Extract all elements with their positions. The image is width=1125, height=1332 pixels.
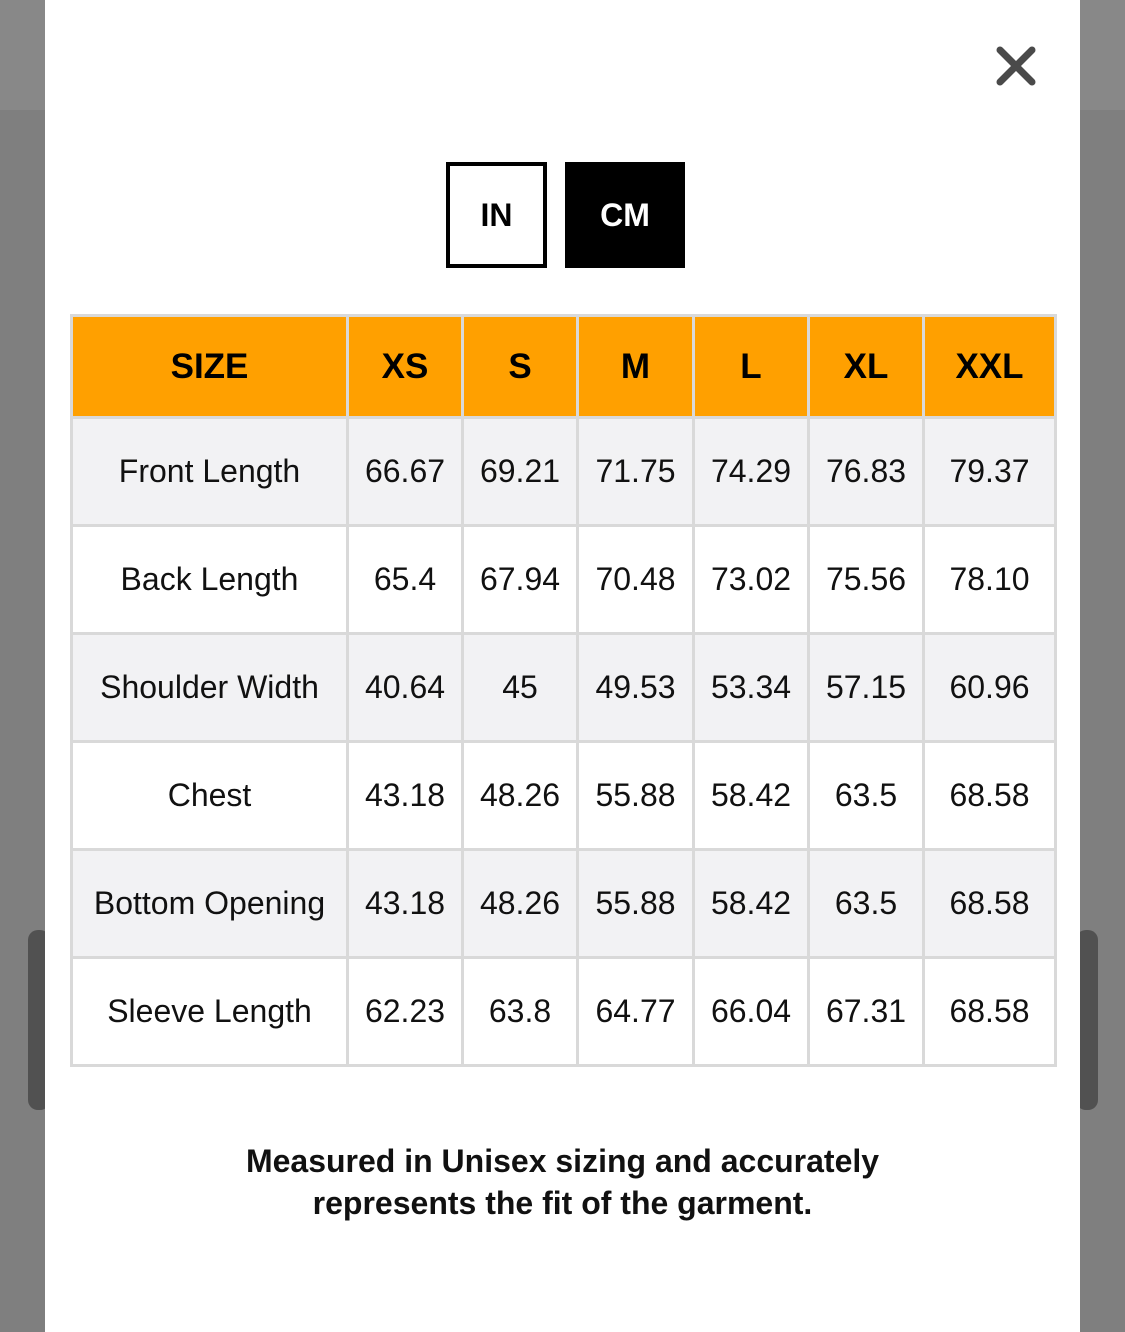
table-cell: 76.83 [809, 418, 924, 526]
row-label: Sleeve Length [72, 958, 348, 1066]
table-row [72, 850, 1056, 958]
table-cell: 73.02 [694, 526, 809, 634]
table-row [72, 526, 1056, 634]
table-cell: 75.56 [809, 526, 924, 634]
table-cell: 66.67 [348, 418, 463, 526]
table-cell: 68.58 [924, 742, 1056, 850]
table-cell: 65.4 [348, 526, 463, 634]
size-chart-table [70, 314, 1057, 1067]
header-cell-xl: XL [809, 316, 924, 418]
table-cell: 67.31 [809, 958, 924, 1066]
table-cell: 71.75 [578, 418, 694, 526]
table-cell: 55.88 [578, 742, 694, 850]
table-cell: 64.77 [578, 958, 694, 1066]
table-cell: 63.5 [809, 850, 924, 958]
size-chart-modal [45, 0, 1080, 1332]
footnote-line-1: Measured in Unisex sizing and accurately [245, 1143, 880, 1179]
unit-button-cm[interactable]: CM [565, 162, 685, 268]
close-icon [990, 40, 1042, 92]
table-cell: 55.88 [578, 850, 694, 958]
header-cell-m: M [578, 316, 694, 418]
header-cell-s: S [463, 316, 578, 418]
close-button[interactable] [990, 40, 1042, 92]
table-cell: 58.42 [694, 742, 809, 850]
header-cell-l: L [694, 316, 809, 418]
table-cell: 45 [463, 634, 578, 742]
row-label: Back Length [72, 526, 348, 634]
table-cell: 78.10 [924, 526, 1056, 634]
row-label: Chest [72, 742, 348, 850]
table-cell: 60.96 [924, 634, 1056, 742]
table-cell: 57.15 [809, 634, 924, 742]
row-label: Front Length [72, 418, 348, 526]
table-cell: 74.29 [694, 418, 809, 526]
table-cell: 63.5 [809, 742, 924, 850]
table-cell: 69.21 [463, 418, 578, 526]
table-cell: 40.64 [348, 634, 463, 742]
unit-button-in[interactable]: IN [446, 162, 547, 268]
table-header-row [72, 316, 1056, 418]
table-cell: 68.58 [924, 850, 1056, 958]
header-cell-size: SIZE [72, 316, 348, 418]
footnote-line-2: represents the fit of the garment. [312, 1185, 813, 1221]
table-cell: 67.94 [463, 526, 578, 634]
header-cell-xxl: XXL [924, 316, 1056, 418]
table-cell: 53.34 [694, 634, 809, 742]
table-row [72, 418, 1056, 526]
table-cell: 70.48 [578, 526, 694, 634]
table-cell: 48.26 [463, 742, 578, 850]
table-cell: 79.37 [924, 418, 1056, 526]
table-row [72, 634, 1056, 742]
table-row [72, 958, 1056, 1066]
table-cell: 62.23 [348, 958, 463, 1066]
table-cell: 63.8 [463, 958, 578, 1066]
row-label: Shoulder Width [72, 634, 348, 742]
table-row [72, 742, 1056, 850]
table-cell: 66.04 [694, 958, 809, 1066]
table-cell: 43.18 [348, 742, 463, 850]
row-label: Bottom Opening [72, 850, 348, 958]
table-cell: 68.58 [924, 958, 1056, 1066]
header-cell-xs: XS [348, 316, 463, 418]
table-cell: 48.26 [463, 850, 578, 958]
table-cell: 49.53 [578, 634, 694, 742]
unit-toggle [446, 162, 685, 268]
table-cell: 43.18 [348, 850, 463, 958]
sizing-footnote [45, 1140, 1080, 1224]
table-cell: 58.42 [694, 850, 809, 958]
